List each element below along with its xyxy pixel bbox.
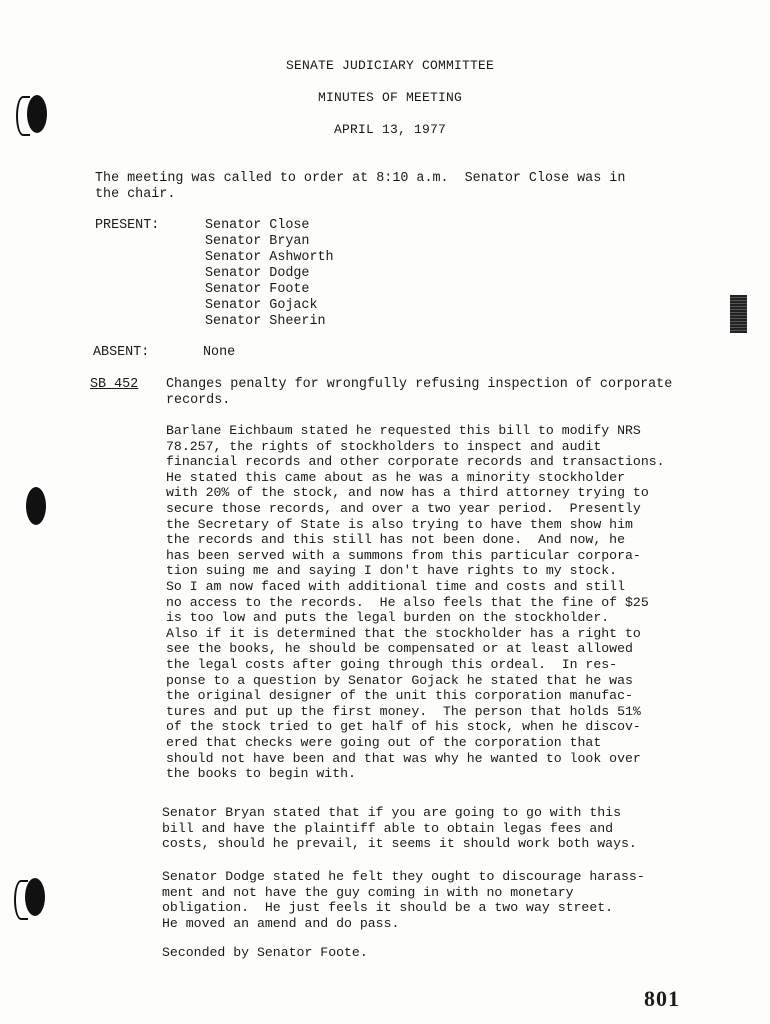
paragraph-line: financial records and other corporate records and transactions. xyxy=(166,454,665,470)
committee-heading: SENATE JUDICIARY COMMITTEE xyxy=(285,58,495,73)
paragraph-line: the original designer of the unit this corporation manufac- xyxy=(166,688,633,704)
paragraph-line: obligation. He just feels it should be a two way street. xyxy=(162,900,614,916)
paragraph-line: Barlane Eichbaum stated he requested this bill to modify NRS xyxy=(166,423,641,438)
paragraph-line: ment and not have the guy coming in with no monetary xyxy=(162,884,574,900)
paragraph-line: the books to begin with. xyxy=(166,766,356,782)
present-member: Senator Foote xyxy=(205,282,310,297)
paragraph-line: bill and have the plaintiff able to obtain legas fees and xyxy=(162,820,614,836)
opening-line: the chair. xyxy=(95,187,176,202)
paragraph-line: the Secretary of State is also trying to have them show him xyxy=(166,516,633,532)
paragraph-line: Senator Bryan stated that if you are going to go with this xyxy=(162,805,621,820)
paragraph-line: the records and this still has not been done. And now, he xyxy=(166,532,625,548)
paragraph-line: tion suing me and saying I don't have rights to my stock. xyxy=(166,563,618,579)
present-member: Senator Close xyxy=(205,218,310,233)
bill-title-line: records. xyxy=(166,393,231,408)
punch-hole xyxy=(25,878,45,916)
paragraph-line: is too low and puts the legal burden on the stockholder. xyxy=(166,610,610,626)
absent-label: ABSENT: xyxy=(93,345,150,360)
present-member: Senator Ashworth xyxy=(205,250,334,265)
present-label: PRESENT: xyxy=(95,218,160,233)
present-member: Senator Dodge xyxy=(205,266,310,281)
minutes-heading: MINUTES OF MEETING xyxy=(317,90,463,105)
page-number: 801 xyxy=(644,986,680,1011)
paragraph-line: costs, should he prevail, it seems it should work both ways. xyxy=(162,836,637,852)
paragraph-line: has been served with a summons from this particular corpora- xyxy=(166,547,641,563)
paragraph-line: ered that checks were going out of the corporation that xyxy=(166,735,602,750)
absent-value: None xyxy=(203,345,236,360)
paragraph-line: Seconded by Senator Foote. xyxy=(162,945,368,960)
paragraph-line: should not have been and that was why he wanted to look over xyxy=(166,750,641,766)
punch-hole-edge xyxy=(16,96,30,136)
paragraph-line: with 20% of the stock, and now has a third attorney trying to xyxy=(166,485,649,501)
paragraph-line: Senator Dodge stated he felt they ought to discourage harass- xyxy=(162,869,645,884)
paragraph-line: So I am now faced with additional time and costs and still xyxy=(166,579,625,594)
paragraph-line: the legal costs after going through this ordeal. In res- xyxy=(166,657,618,672)
paragraph-line: Also if it is determined that the stockholder has a right to xyxy=(166,625,641,641)
paragraph-line: no access to the records. He also feels that the fine of $25 xyxy=(166,594,649,610)
paragraph-line: of the stock tried to get half of his stock, when he discov- xyxy=(166,719,641,735)
margin-mark xyxy=(730,295,747,333)
punch-hole-edge xyxy=(14,880,28,920)
punch-hole xyxy=(27,95,47,133)
present-member: Senator Sheerin xyxy=(205,314,326,329)
paragraph-line: tures and put up the first money. The person that holds 51% xyxy=(166,703,641,719)
punch-hole xyxy=(26,487,46,525)
paragraph-line: secure those records, and over a two year period. Presently xyxy=(166,501,641,516)
opening-line: The meeting was called to order at 8:10 a.m. Senator Close was in xyxy=(95,171,626,186)
bill-number: SB 452 xyxy=(90,377,139,392)
bill-title-line: Changes penalty for wrongfully refusing inspection of corporate xyxy=(166,377,673,392)
paragraph-line: 78.257, the rights of stockholders to inspect and audit xyxy=(166,438,602,454)
meeting-date: APRIL 13, 1977 xyxy=(333,122,447,137)
paragraph-line: ponse to a question by Senator Gojack he stated that he was xyxy=(166,672,633,688)
paragraph-line: see the books, he should be compensated or at least allowed xyxy=(166,641,633,657)
present-member: Senator Bryan xyxy=(205,234,310,249)
present-member: Senator Gojack xyxy=(205,298,318,313)
paragraph-line: He stated this came about as he was a minority stockholder xyxy=(166,469,625,485)
paragraph-line: He moved an amend and do pass. xyxy=(162,915,400,931)
